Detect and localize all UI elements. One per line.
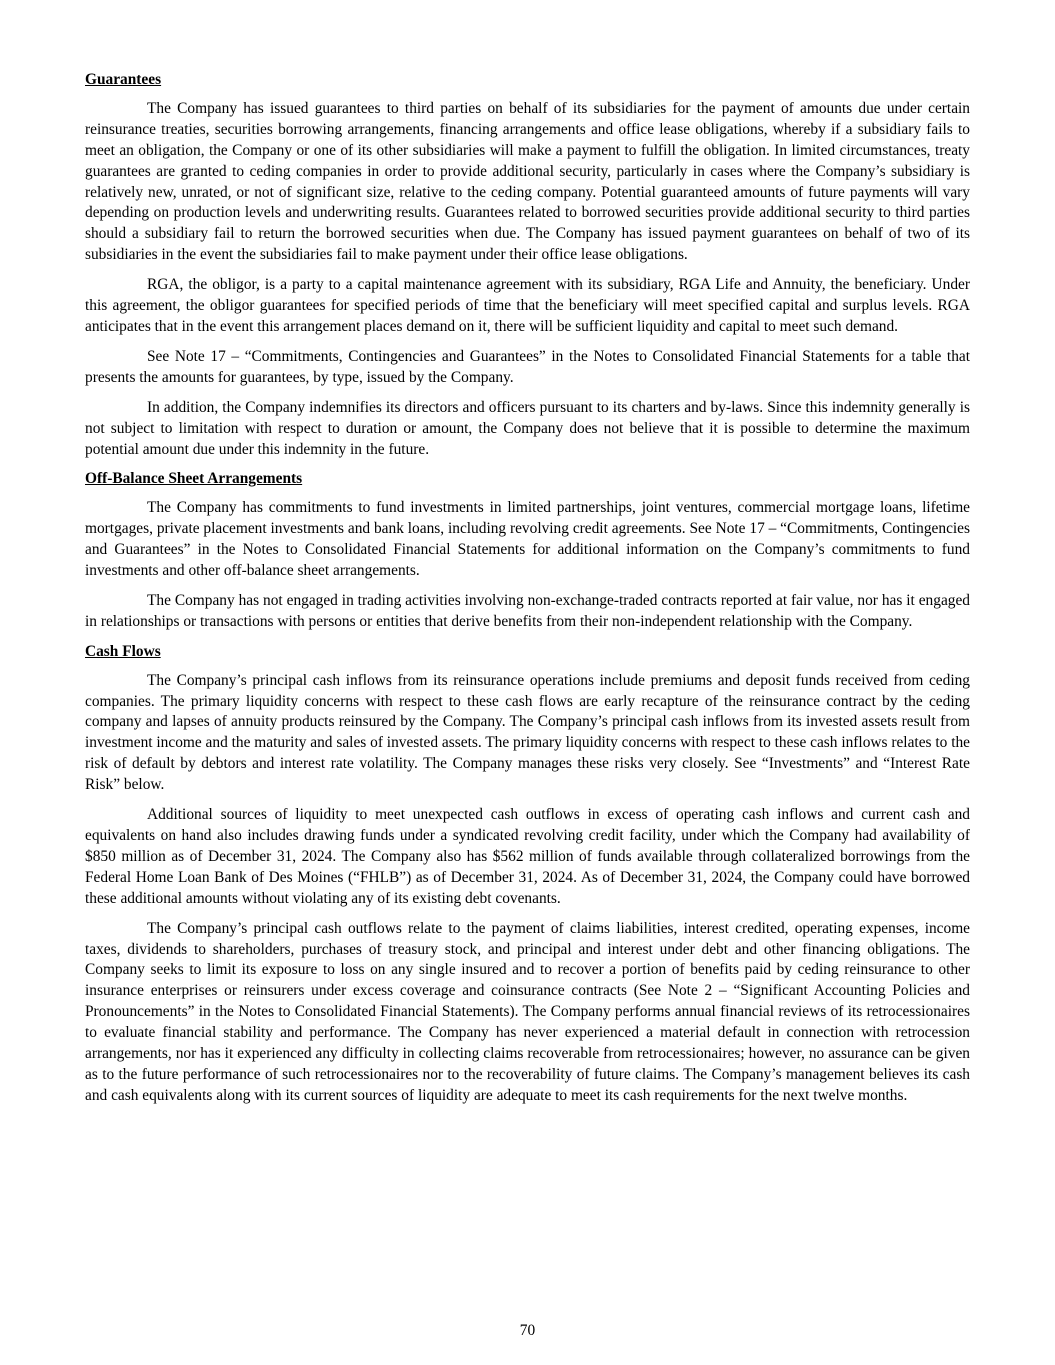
paragraph: The Company has commitments to fund investments in limited partnerships, joint ventures, commercial mortgage loans, lifetime mortgages, private placement investments and bank loans, including revolving credit agreements. See Note 17 – “Commitments, Contingencies and Guarantees” in the Notes to Consolidated Financial Statements for additional information on the Company’s commitments to fund investments and other off-balance sheet arrangements. (85, 499, 970, 580)
paragraph: The Company’s principal cash inflows from its reinsurance operations include premiums and deposit funds received from ceding companies. The primary liquidity concerns with respect to these cash flows are early recapture of the reinsurance contract by the ceding company and lapses of annuity products reinsured by the Company. The Company’s principal cash inflows from its invested assets result from investment income and the maturity and sales of invested assets. The primary liquidity concerns with respect to these cash inflows relates to the risk of default by debtors and interest rate volatility. The Company manages these risks very closely. See “Investments” and “Interest Rate Risk” below. (85, 671, 970, 794)
paragraph: Additional sources of liquidity to meet unexpected cash outflows in excess of operating cash inflows and current cash and equivalents on hand also includes drawing funds under a syndicated revolving credit facility, under which the Company had availability of $850 million as of December 31, 2024. The Company also has $562 million of funds available through collateralized borrowings from the Federal Home Loan Bank of Des Moines (“FHLB”) as of December 31, 2024. As of December 31, 2024, the Company could have borrowed these additional amounts without violating any of its existing debt covenants. (85, 806, 970, 907)
paragraph: RGA, the obligor, is a party to a capital maintenance agreement with its subsidiary, RGA Life and Annuity, the beneficiary. Under this agreement, the obligor guarantees for specified periods of time that the beneficiary will meet specified capital and surplus levels. RGA anticipates that in the event this arrangement places demand on it, there will be sufficient liquidity and capital to meet such demand. (85, 276, 970, 335)
paragraph: The Company has issued guarantees to third parties on behalf of its subsidiaries for the payment of amounts due under certain reinsurance treaties, securities borrowing arrangements, financing arrangements and office lease obligations, whereby if a subsidiary fails to meet an obligation, the Company or one of its other subsidiaries will make a payment to fulfill the obligation. In limited circumstances, treaty guarantees are granted to ceding companies in order to provide additional security, particularly in cases where the Company’s subsidiary is relatively new, unrated, or not of significant size, relative to the ceding company. Potential guaranteed amounts of future payments will vary depending on production levels and underwriting results. Guarantees related to borrowed securities provide additional security to third parties should a subsidiary fail to return the borrowed securities when due. The Company has issued payment guarantees on behalf of two of its subsidiaries in the event the subsidiaries fail to make payment under their office lease obligations. (85, 99, 970, 264)
section-heading-guarantees: Guarantees (85, 71, 162, 88)
paragraph: In addition, the Company indemnifies its directors and officers pursuant to its charters and by-laws. Since this indemnity generally is not subject to limitation with respect to duration or amount, the Company does not believe that it is possible to determine the maximum potential amount due under this indemnity in the future. (85, 398, 970, 458)
section-heading-off-balance-sheet: Off-Balance Sheet Arrangements (85, 470, 303, 488)
document-page (85, 70, 970, 1116)
paragraph: The Company’s principal cash outflows relate to the payment of claims liabilities, interest credited, operating expenses, income taxes, dividends to shareholders, purchases of treasury stock, and principal and interest under debt and other financing obligations. The Company seeks to limit its exposure to loss on any single insured and to recover a portion of benefits paid by ceding reinsurance to other insurance enterprises or reinsurers under excess coverage and coinsurance contracts (See Note 2 – “Significant Accounting Policies and Pronouncements” in the Notes to Consolidated Financial Statements). The Company performs annual financial reviews of its retrocessionaires to evaluate financial stability and performance. The Company has never experienced a material default in connection with retrocession arrangements, nor has it experienced any difficulty in collecting claims recoverable from retrocessionaires; however, no assurance can be given as to the future performance of such retrocessionaires nor to the recoverability of future claims. The Company’s management believes its cash and cash equivalents along with its current sources of liquidity are adequate to meet its cash requirements for the next twelve months. (85, 919, 970, 1104)
paragraph: See Note 17 – “Commitments, Contingencies and Guarantees” in the Notes to Consolidated Financial Statements for a table that presents the amounts for guarantees, by type, issued by the Company. (85, 347, 970, 386)
paragraph: The Company has not engaged in trading activities involving non-exchange-traded contracts reported at fair value, nor has it engaged in relationships or transactions with persons or entities that derive benefits from their non-independent relationship with the Company. (85, 591, 970, 630)
page-number: 70 (519, 1322, 536, 1339)
section-heading-cash-flows: Cash Flows (85, 642, 161, 660)
